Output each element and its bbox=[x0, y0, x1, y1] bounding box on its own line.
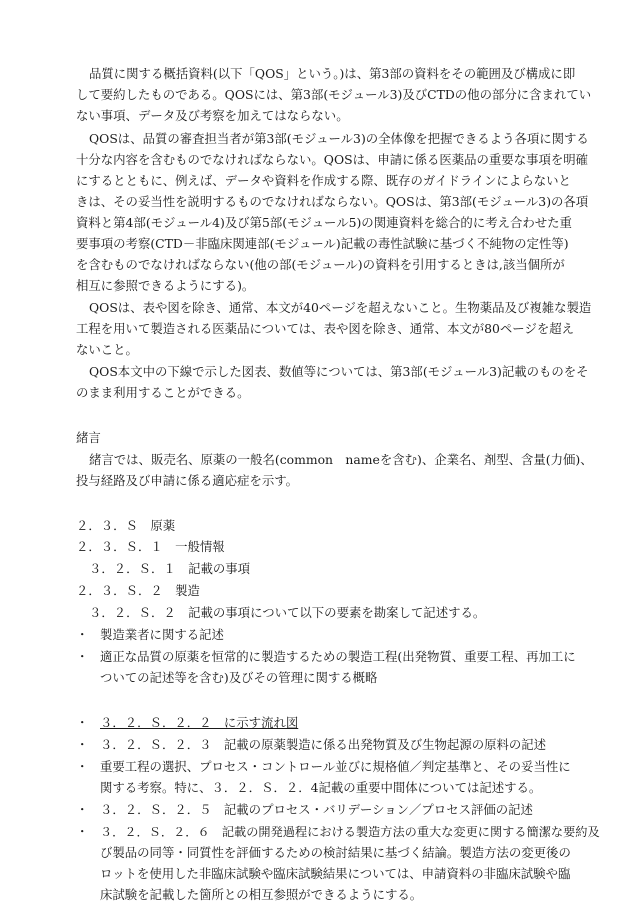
intro-line: を含むものでなければならない(他の部(モジュール)の資料を引用するときは,該当個所が bbox=[76, 257, 565, 272]
bullet-mark: ・ bbox=[76, 737, 89, 752]
intro-line: ない事項、データ及び考察を加えてはならない。 bbox=[76, 108, 349, 123]
bullet-mark: ・ bbox=[76, 627, 89, 642]
preface-line: 投与経路及び申請に係る適応症を示す。 bbox=[76, 473, 299, 488]
bullet-text: 適正な品質の原薬を恒常的に製造するための製造工程(出発物質、重要工程、再加工に bbox=[100, 649, 576, 664]
bullet-text: ３．２．Ｓ．２．６ 記載の開発過程における製造方法の重大な変更に関する簡潔な要約及 bbox=[100, 825, 600, 839]
intro-line: 要事項の考察(CTD－非臨床関連部(モジュール)記載の毒性試験に基づく不純物の定性等) bbox=[76, 236, 569, 251]
bullet-text: び製品の同等・同質性を評価するための検討結果に基づく結論。製造方法の変更後の bbox=[100, 845, 571, 860]
section-heading: ２．３．Ｓ 原薬 bbox=[76, 518, 176, 533]
bullet-text: ３．２．Ｓ．２．３ 記載の原薬製造に係る出発物質及び生物起源の原料の記述 bbox=[100, 737, 547, 752]
bullet-text: 重要工程の選択、プロセス・コントロール並びに規格値／判定基準と、その妥当性に bbox=[100, 759, 571, 774]
bullet-text: 関する考察。特に、３．２．Ｓ．２．4記載の重要中間体については記述する。 bbox=[100, 780, 542, 795]
intro-line: QOSは、表や図を除き、通常、本文が40ページを超えないこと。生物薬品及び複雑な製造 bbox=[89, 300, 592, 315]
intro-line: 資料と第4部(モジュール4)及び第5部(モジュール5)の関連資料を総合的に考え合わせた重 bbox=[76, 215, 572, 230]
intro-line: 十分な内容を含むものでなければならない。QOSは、申請に係る医薬品の重要な事項を明確 bbox=[76, 152, 589, 167]
intro-line: 相互に参照できるようにする)。 bbox=[76, 278, 255, 293]
bullet-mark: ・ bbox=[76, 649, 89, 664]
section-heading: ２．３．Ｓ．１ 一般情報 bbox=[76, 539, 225, 554]
bullet-mark: ・ bbox=[76, 759, 89, 774]
intro-line: のまま利用することができる。 bbox=[76, 385, 250, 400]
intro-line: にするとともに、例えば、データや資料を作成する際、既存のガイドラインによらないと bbox=[76, 173, 571, 188]
bullet-text-underlined: ３．２．Ｓ．２．２ に示す流れ図 bbox=[100, 715, 299, 730]
bullet-mark: ・ bbox=[76, 824, 89, 839]
section-heading: ３．２．Ｓ．２ 記載の事項について以下の要素を勘案して記述する。 bbox=[89, 605, 486, 620]
section-heading: ３．２．Ｓ．１ 記載の事項 bbox=[89, 561, 251, 576]
bullet-text: ロットを使用した非臨床試験や臨床試験結果については、申請資料の非臨床試験や臨 bbox=[100, 866, 571, 881]
intro-line: 工程を用いて製造される医薬品については、表や図を除き、通常、本文が80ページを超え bbox=[76, 321, 575, 336]
bullet-mark: ・ bbox=[76, 715, 89, 730]
bullet-text: ３．２．Ｓ．２．５ 記載のプロセス・バリデーション／プロセス評価の記述 bbox=[100, 802, 533, 817]
bullet-text: 製造業者に関する記述 bbox=[100, 627, 224, 642]
preface-heading: 緒言 bbox=[76, 430, 101, 445]
bullet-mark: ・ bbox=[76, 802, 89, 817]
bullet-text: ついての記述等を含む)及びその管理に関する概略 bbox=[100, 670, 378, 685]
intro-line: して要約したものである。QOSには、第3部(モジュール3)及びCTDの他の部分に含まれてい bbox=[76, 87, 592, 102]
section-heading: ２．３．Ｓ．２ 製造 bbox=[76, 583, 200, 598]
intro-line: QOS本文中の下線で示した図表、数値等については、第3部(モジュール3)記載のものをそ bbox=[89, 364, 589, 379]
intro-line: きは、その妥当性を説明するものでなければならない。QOSは、第3部(モジュール3)の各項 bbox=[76, 194, 589, 209]
intro-line: ないこと。 bbox=[76, 342, 138, 357]
intro-line: 品質に関する概括資料(以下「QOS」という。)は、第3部の資料をその範囲及び構成に即 bbox=[89, 66, 576, 81]
intro-line: QOSは、品質の審査担当者が第3部(モジュール3)の全体像を把握できるよう各項に関する bbox=[89, 131, 589, 146]
preface-line: 緒言では、販売名、原薬の一般名(common nameを含む)、企業名、剤型、含量(力価)、 bbox=[89, 452, 593, 467]
bullet-text: 床試験を記載した箇所との相互参照ができるようにする。 bbox=[100, 887, 423, 902]
